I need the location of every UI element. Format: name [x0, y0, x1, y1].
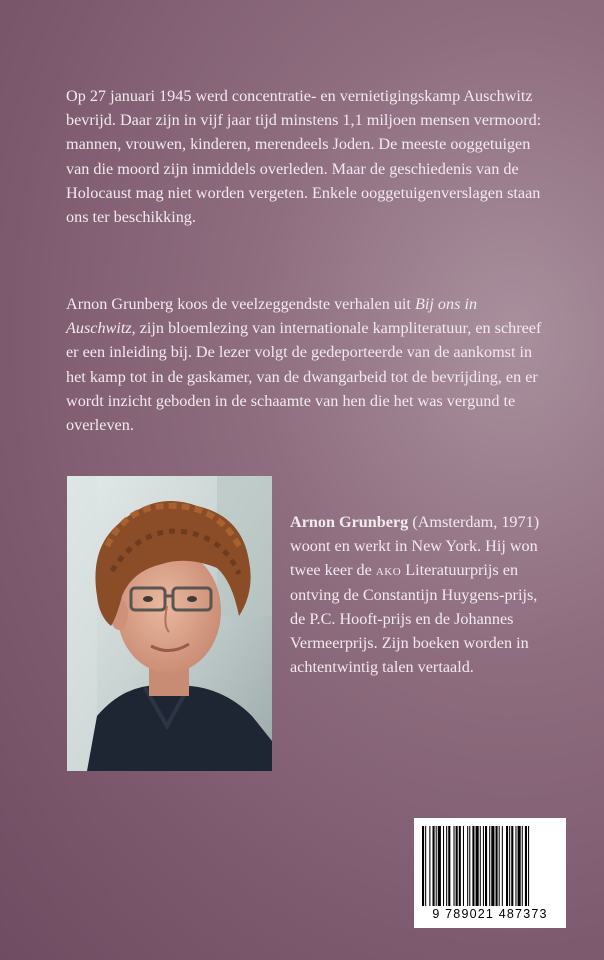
barcode-bar: [518, 826, 521, 906]
barcode-bar: [511, 826, 513, 906]
barcode-bar: [448, 826, 450, 906]
barcode-bar: [422, 826, 424, 906]
barcode-bar: [472, 826, 474, 906]
barcode-bar: [443, 826, 444, 906]
barcode-bar: [528, 826, 529, 906]
barcode-bar: [496, 826, 498, 906]
blurb-paragraph-2: [66, 292, 546, 437]
barcode-bar: [467, 826, 468, 906]
author-name: Arnon Grunberg: [290, 513, 409, 531]
barcode-bar: [476, 826, 479, 906]
anthology-title: Bij ons in Auschwitz: [66, 295, 478, 338]
barcode-bar: [509, 826, 510, 906]
barcode-bar: [522, 826, 523, 906]
barcode-bar: [433, 826, 435, 906]
blurb-paragraph-2-intro: Arnon Grunberg koos de veelzeggendste verhalen uit: [66, 295, 415, 313]
barcode-bar: [438, 826, 441, 906]
blurb-paragraph-2-rest: , zijn bloemlezing van internationale kampliteratuur, en schreef er een inleiding bij. De lezer volgt de gedeporteerde van de aankomst in het kamp tot in de gaskamer, van de dwangarbeid tot de bevrijding, en er wordt inzicht geboden in de schaamte van hen die het was vergund te overleven.: [66, 319, 542, 435]
blurb-paragraph-1: Op 27 januari 1945 werd concentratie- en vernietigingskamp Auschwitz bevrijd. Daar zijn in vijf jaar tijd minstens 1,1 miljoen mensen vermoord: mannen, vrouwen, kinderen, merendeels Joden. De meeste ooggetuigen van die moord zijn inmiddels overleden. Maar de geschiedenis van de Holocaust mag niet worden vergeten. Enkele ooggetuigenverslagen staan ons ter beschikking.: [66, 87, 542, 227]
barcode-bar: [446, 826, 447, 906]
barcode-bar: [469, 826, 470, 906]
award-abbreviation: ako: [375, 561, 402, 580]
barcode-bar: [483, 826, 484, 906]
isbn-number: 9 789021 487373: [432, 907, 548, 921]
barcode-bar: [489, 826, 490, 906]
author-photo: [67, 476, 272, 771]
isbn-barcode: [414, 818, 566, 928]
barcode-bar: [485, 826, 487, 906]
barcode-bars: [420, 826, 560, 906]
barcode-bar: [463, 826, 464, 906]
barcode-bar: [459, 826, 461, 906]
author-bio-text-2: Literatuurprijs en ontving de Constantijn Huygens-prijs, de P.C. Hooft-prijs en de Johannes Vermeerprijs. Zijn boeken worden in achtentwintig talen vertaald.: [290, 561, 538, 677]
barcode-bar: [436, 826, 437, 906]
barcode-bar: [499, 826, 500, 906]
author-bio-text-1: (Amsterdam, 1971) woont en werkt in New York. Hij won twee keer de: [290, 513, 540, 580]
barcode-bar: [502, 826, 503, 906]
barcode-bar: [454, 826, 455, 906]
barcode-bar: [491, 826, 494, 906]
author-bio: [290, 510, 552, 679]
barcode-bar: [429, 826, 430, 906]
barcode-bar: [525, 826, 527, 906]
barcode-bar: [506, 826, 508, 906]
barcode-bar: [425, 826, 426, 906]
barcode-bar: [515, 826, 516, 906]
barcode-bar: [480, 826, 481, 906]
barcode-bar: [456, 826, 458, 906]
